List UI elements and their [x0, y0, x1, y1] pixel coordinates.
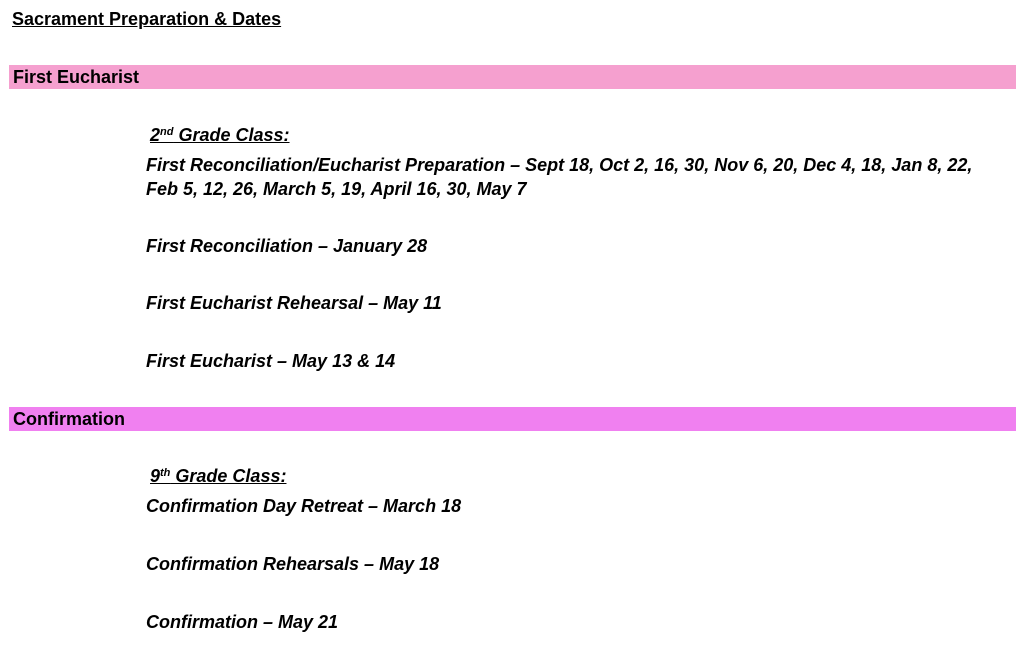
- section-header-first-eucharist: First Eucharist: [9, 65, 1016, 89]
- grade-number: 2: [150, 125, 161, 145]
- entry-eucharist-rehearsal: First Eucharist Rehearsal – May 11: [146, 293, 442, 313]
- entry-confirmation-rehearsals: Confirmation Rehearsals – May 18: [146, 554, 440, 574]
- entry-first-reconciliation: First Reconciliation – January 28: [146, 236, 428, 256]
- class-heading-2nd-grade: [150, 124, 290, 146]
- grade-class-label: Grade Class:: [173, 125, 290, 145]
- entry-confirmation: Confirmation – May 21: [146, 612, 339, 632]
- class-heading-9th-grade: [150, 465, 286, 487]
- page-title: Sacrament Preparation & Dates: [12, 9, 282, 29]
- grade-suffix: th: [160, 467, 171, 479]
- entry-preparation-dates: First Reconciliation/Eucharist Preparation – Sept 18, Oct 2, 16, 30, Nov 6, 20, Dec 4, 18, Jan 8, 22, Feb 5, 12, 26, March 5, 19, April 16, 30, May 7: [146, 155, 973, 199]
- grade-number: 9: [150, 466, 161, 486]
- grade-suffix: nd: [160, 126, 174, 138]
- grade-class-label: Grade Class:: [170, 466, 287, 486]
- entry-first-eucharist: First Eucharist – May 13 & 14: [146, 351, 396, 371]
- entry-confirmation-retreat: Confirmation Day Retreat – March 18: [146, 496, 462, 516]
- section-header-confirmation: Confirmation: [9, 407, 1016, 431]
